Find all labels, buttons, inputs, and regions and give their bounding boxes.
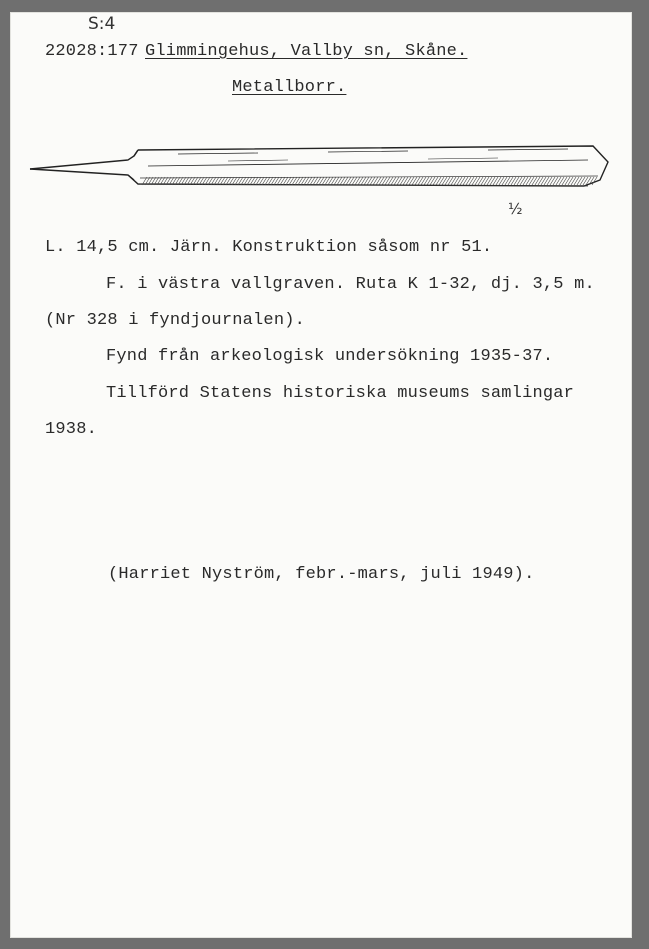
- hatch-line: [268, 177, 273, 185]
- hatch-line: [556, 177, 561, 185]
- hatch-line: [307, 177, 312, 185]
- hatch-line: [277, 177, 282, 185]
- hatch-line: [505, 177, 510, 185]
- hatch-line: [274, 177, 279, 185]
- hatch-line: [325, 177, 330, 185]
- hatch-line: [373, 177, 378, 185]
- hatch-line: [436, 177, 441, 185]
- hatch-line: [454, 177, 459, 185]
- hatch-line: [376, 177, 381, 185]
- drill-tip-lower: [30, 169, 134, 180]
- hatch-line: [466, 177, 471, 185]
- hatch-line: [565, 177, 570, 185]
- hatch-line: [538, 177, 543, 185]
- hatch-line: [415, 177, 420, 185]
- scale-label: ½: [508, 200, 523, 218]
- hatch-line: [319, 177, 324, 185]
- body-line-2: F. i västra vallgraven. Ruta K 1-32, dj. 3,5 m.: [106, 275, 595, 294]
- hatch-line: [256, 177, 261, 185]
- hatch-line: [391, 177, 396, 185]
- hatch-line: [481, 177, 486, 185]
- hatch-line: [298, 177, 303, 185]
- hatch-line: [526, 177, 531, 185]
- hatch-line: [355, 177, 360, 185]
- hatch-line: [313, 177, 318, 185]
- hatch-line: [514, 177, 519, 185]
- drill-drawing: [28, 142, 614, 212]
- hatch-line: [577, 177, 582, 185]
- hatch-line: [406, 177, 411, 185]
- hatch-line: [580, 177, 585, 185]
- hatch-line: [262, 177, 267, 185]
- hatch-line: [295, 177, 300, 185]
- hatch-line: [562, 177, 567, 185]
- hatch-line: [508, 177, 513, 185]
- hatch-line: [520, 177, 525, 185]
- hatch-line: [442, 177, 447, 185]
- author-note: (Harriet Nyström, febr.-mars, juli 1949).: [108, 565, 535, 584]
- hatch-line: [340, 177, 345, 185]
- hatch-line: [547, 177, 552, 185]
- hatch-line: [511, 177, 516, 185]
- hatch-line: [451, 177, 456, 185]
- hatch-line: [457, 177, 462, 185]
- hatch-line: [421, 177, 426, 185]
- drill-tip-upper: [30, 150, 138, 169]
- hatch-line: [265, 177, 270, 185]
- hatch-line: [358, 177, 363, 185]
- hatch-line: [490, 177, 495, 185]
- hatch-line: [364, 177, 369, 185]
- hatch-line: [472, 177, 477, 185]
- hatch-line: [394, 177, 399, 185]
- hatch-line: [283, 177, 288, 185]
- hatch-line: [553, 177, 558, 185]
- hatch-line: [349, 177, 354, 185]
- hatch-line: [469, 177, 474, 185]
- hatch-line: [496, 177, 501, 185]
- hatch-line: [409, 177, 414, 185]
- hatch-line: [385, 177, 390, 185]
- hatch-line: [253, 177, 258, 185]
- hatch-line: [559, 177, 564, 185]
- inventory-number: 22028:177: [45, 42, 139, 61]
- locality: Glimmingehus, Vallby sn, Skåne.: [145, 42, 468, 61]
- hatch-line: [424, 177, 429, 185]
- hatch-line: [517, 177, 522, 185]
- body-line-5: Tillförd Statens historiska museums samlingar: [106, 384, 575, 403]
- hatch-line: [286, 177, 291, 185]
- hatch-line: [541, 177, 546, 185]
- hatch-line: [484, 177, 489, 185]
- hatch-line: [532, 177, 537, 185]
- hatch-line: [400, 177, 405, 185]
- hatch-line: [328, 177, 333, 185]
- hatch-line: [523, 177, 528, 185]
- body-line-3: (Nr 328 i fyndjournalen).: [45, 311, 306, 330]
- hatch-line: [535, 177, 540, 185]
- hatch-line: [259, 177, 264, 185]
- hatch-line: [439, 177, 444, 185]
- hatch-line: [448, 177, 453, 185]
- hatch-line: [280, 177, 285, 185]
- hatch-line: [568, 177, 573, 185]
- hatch-line: [292, 177, 297, 185]
- hatch-line: [430, 177, 435, 185]
- hatch-line: [250, 177, 255, 185]
- catalog-card: [10, 12, 632, 938]
- hatch-line: [529, 177, 534, 185]
- drill-body-outline: [128, 146, 608, 186]
- hatch-line: [571, 177, 576, 185]
- hatch-line: [331, 177, 336, 185]
- object-name: Metallborr.: [232, 78, 347, 97]
- hatch-line: [397, 177, 402, 185]
- hatch-line: [352, 177, 357, 185]
- hatch-line: [574, 177, 579, 185]
- hatch-line: [445, 177, 450, 185]
- hatch-line: [301, 177, 306, 185]
- hatch-line: [310, 177, 315, 185]
- hatch-line: [370, 177, 375, 185]
- hatch-line: [502, 177, 507, 185]
- hatch-line: [433, 177, 438, 185]
- hatch-line: [475, 177, 480, 185]
- hatch-line: [346, 177, 351, 185]
- hatch-line: [382, 177, 387, 185]
- hatch-line: [367, 177, 372, 185]
- hatch-line: [403, 177, 408, 185]
- hatch-line: [487, 177, 492, 185]
- hatch-line: [316, 177, 321, 185]
- hatch-line: [418, 177, 423, 185]
- hatch-line: [289, 177, 294, 185]
- hatch-line: [361, 177, 366, 185]
- body-line-1: L. 14,5 cm. Järn. Konstruktion såsom nr 51.: [45, 238, 493, 257]
- hatch-line: [550, 177, 555, 185]
- hatch-line: [460, 177, 465, 185]
- hatch-line: [583, 177, 588, 185]
- handwritten-note: S:4: [88, 14, 116, 34]
- body-line-4: Fynd från arkeologisk undersökning 1935-37.: [106, 347, 554, 366]
- hatch-line: [478, 177, 483, 185]
- hatch-line: [412, 177, 417, 185]
- hatch-line: [388, 177, 393, 185]
- hatch-line: [337, 177, 342, 185]
- hatch-line: [334, 177, 339, 185]
- hatch-line: [427, 177, 432, 185]
- hatch-line: [499, 177, 504, 185]
- hatch-line: [343, 177, 348, 185]
- hatch-line: [322, 177, 327, 185]
- body-line-6: 1938.: [45, 420, 98, 439]
- hatch-line: [493, 177, 498, 185]
- hatch-line: [379, 177, 384, 185]
- hatch-line: [463, 177, 468, 185]
- hatch-line: [544, 177, 549, 185]
- hatch-line: [271, 177, 276, 185]
- hatch-line: [304, 177, 309, 185]
